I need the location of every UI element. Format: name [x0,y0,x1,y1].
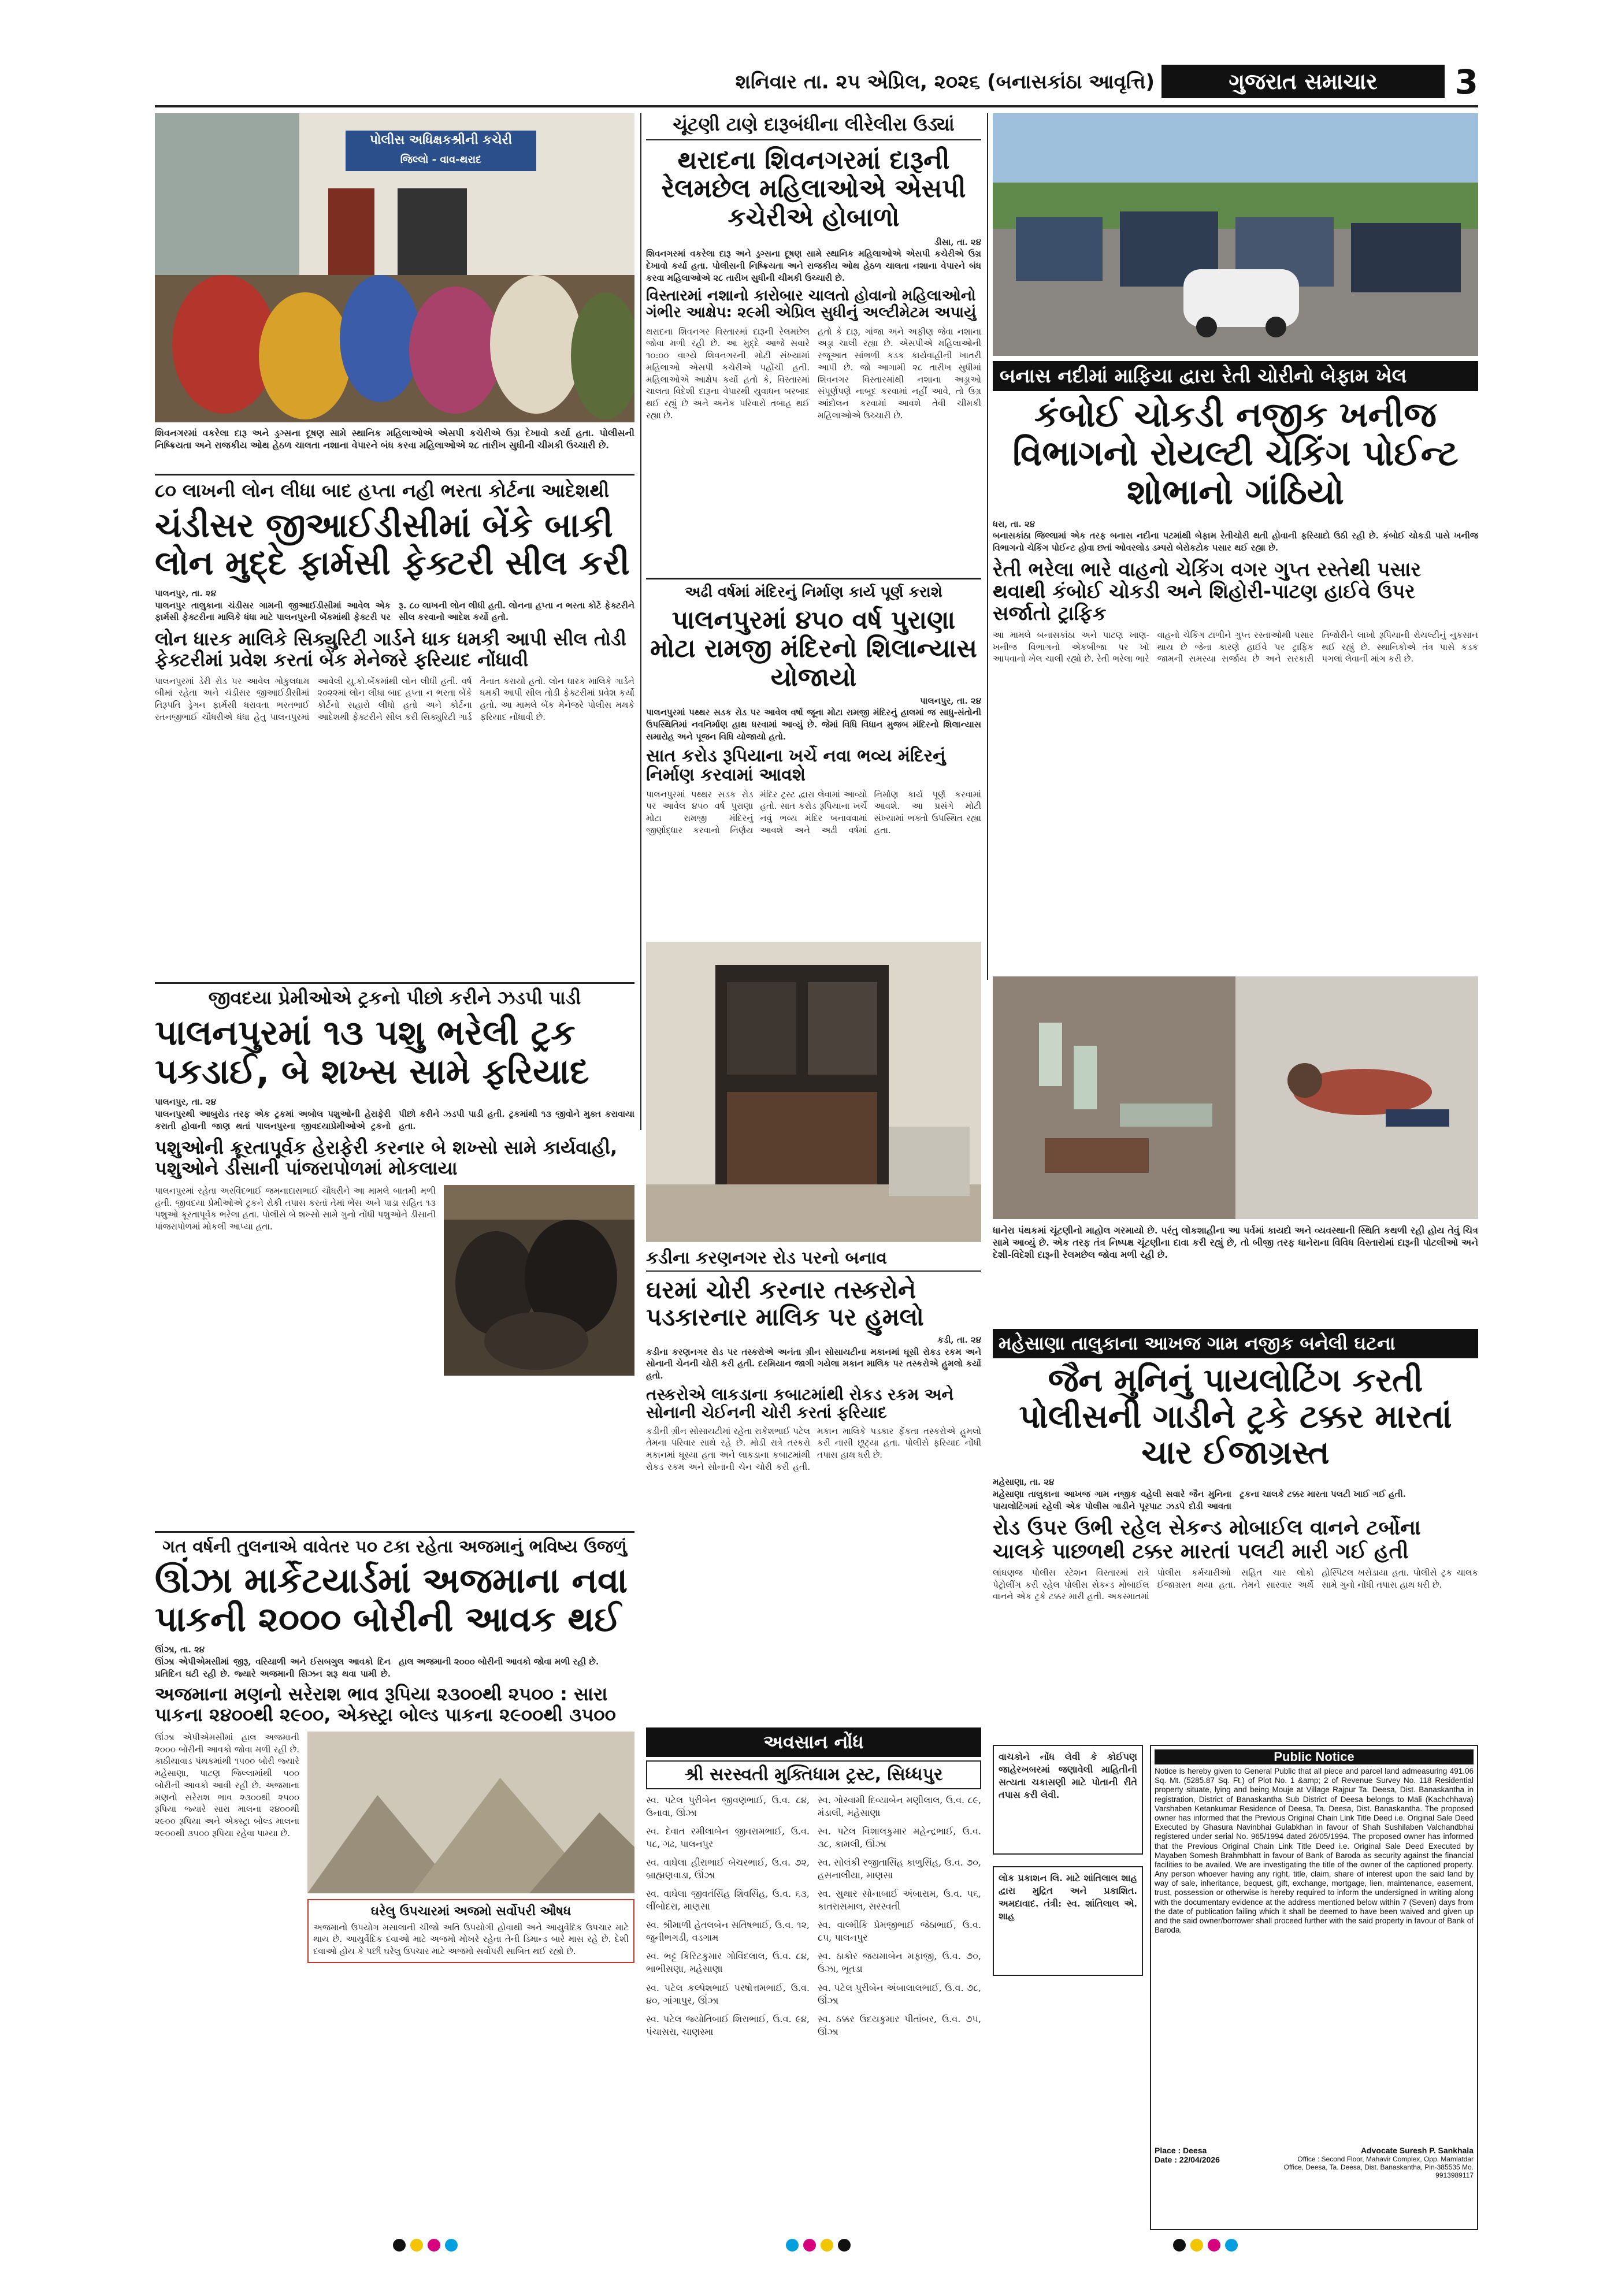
theft-kicker-bar [646,1248,981,1272]
bank-lead: પાલનપુર તાલુકાના ચંડીસર ગામની જીઆઈડીસીમાં આવેલ એક ફાર્મસી ફેક્ટરીના માલિકે ધંધા માટે પાલનપુરની બેંકમાંથી ફેક્ટરી પર રૂ. ૮૦ લાખની લોન લીધી હતી. લોનના હપ્તા ન ભરતા કોર્ટે ફેક્ટરીને સીલ કરવાનો આદેશ કર્યો હતો. [155,600,634,623]
accident-kicker: મહેસાણા તાલુકાના આખજ ગામ નજીક બનેલી ઘટના [999,1332,1396,1354]
public-notice-title: Public Notice [1274,1749,1354,1764]
theft-subhead: તસ્કરોએ લાકડાના કબાટમાંથી રોકડ રકમ અને સોનાની ચેઈનની ચોરી કરતાં ફરિયાદ [646,1384,954,1422]
theft-dateline: કડી, તા. ૨૪ [937,1335,981,1346]
obituary-entry: સ્વ. ઠાકોર જયમાબેન મફાજી, ઉ.વ. ૭૦, ઉંઝા, ભૂતડા [818,1951,981,1975]
paper-logo [1161,65,1445,98]
registration-dot [803,2239,816,2252]
obituary-entry: સ્વ. પટેલ કલ્પેશભાઈ પરષોત્તમભાઈ, ઉ.વ. ૪૦, ગાંગાપુર, ઊંઝા [646,1982,810,2006]
mining-kicker: બનાસ નદીમાં માફિયા દ્વારા રેતી ચોરીનો બેફામ ખેલ [1000,365,1407,388]
public-notice-text: Notice is hereby given to General Public that all piece and parcel land admeasuring 491.06 Sq. Mt. (5285.87 Sq. Ft.) of Plot No. 1 &amp; 2 of Revenue Survey No. 118 Residential property situate, lying and being Mouje at Village Rajpur Ta. Deesa, Dist. Banaskantha in registration, District of Banaskantha Sub District of Deesa belongs to Mali (Kachchhava) Varshaben Ketankumar Residence of Deesa, Ta. Deesa, Dist. Banaskantha. The proposed owner has informed that the Previous Original Chain Link Title Deed i.e. Original Sale Deed Executed by Ghasura Navinbhai Gulabkhan in favour of Shah Sushilaben Valchandbhai registered under serial No. 965/1994 dated 26/05/1994. The proposed owner has informed that the Previous Original Chain Link Title Deed i.e. Original Sale Deed Executed by Mayaben Somesh Brahmbhatt in favour of Bank of Baroda as security against the financial facilities to be availed. We are investigating the title of the owner of the captioned property. Any person whoever having any right, title, claim, share of interest upon the said land by way of sale, inheritance, bequest, gift, exchange, mortgage, lien, maintenance, easement, trust, possession or otherwise is hereby required to inform the undersigned in writing along with the documentary evidence at the address mentioned below within 7 (Seven) days from the date of publication failing which it shall be deemed to have been waived and given up and the said owner/borrower shall proceed further with the said property in favour of Bank of Baroda. [1155,1767,1474,1935]
obituary-entry: સ્વ. દેવાત રમીલાબેન જીવરામભાઈ, ઉ.વ. ૫૮, ગઢ, પાલનપુર [646,1825,810,1849]
protest-photo-caption: શિવનગરમાં વકરેલા દારૂ અને ડ્રગ્સના દૂષણ સામે સ્થાનિક મહિલાઓએ એસપી કચેરીએ ઉગ્ર દેખાવો કર્યા હતા. પોલીસની નિષ્ક્રિયતા અને રાજકીય ઓથ હેઠળ ચાલતા નશાના વેપારને બંધ કરવા મહિલાઓએ ૨૮ તારીખ સુધીની ચીમકી ઉચ્ચારી છે. [155,428,634,451]
liquor-lead: શિવનગરમાં વકરેલા દારૂ અને ડ્રગ્સના દૂષણ સામે સ્થાનિક મહિલાઓએ એસપી કચેરીએ ઉગ્ર દેખાવો કર્યા હતા. પોલીસની નિષ્ક્રિયતા અને રાજકીય ઓથ હેઠળ ચાલતા નશાના વેપારને બંધ કરવા મહિલાઓએ ૨૮ તારીખ સુધીની ચીમકી ઉચ્ચારી છે. [646,248,981,283]
obituary-entry: સ્વ. પટેલ પુરીબેન અંબાલાલભાઈ, ઉ.વ. ૭૮, ઊંઝા [818,1982,981,2006]
accident-kicker-bar [993,1329,1478,1358]
registration-dot [428,2239,440,2252]
liquor-col2: હતો કે દારૂ, ગાંજા અને અફીણ જેવા નશાના અડ્ડા ચાલી રહ્યા છે. એસપીએ મહિલાઓની રજૂઆત સાંભળી કડક કાર્યવાહીની ખાતરી આપી છે. જો આગામી ૨૮ તારીખ સુધીમાં શિવનગર વિસ્તારમાંથી નશાના અડ્ડાઓ સંપૂર્ણપણે નાબૂદ કરવામાં નહીં આવે, તો ઉગ્ર આંદોલન કરવામાં આવશે તેવી ચીમકી મહિલાઓએ ઉચ્ચારી છે. [818,326,981,421]
header-rule [155,105,1478,107]
theft-headline: ઘરમાં ચોરી કરનાર તસ્કરોને પડકારનાર માલિક પર હુમલો [646,1276,924,1332]
ajmo-story [155,1537,634,2230]
obituary-entry: સ્વ. સુથાર સોનાબાઈ અંબારામ, ઉ.વ. ૫૬, કાતરાસમાલ, સરસ્વતી [818,1888,981,1912]
mining-kicker-bar [993,361,1478,391]
obituary-entry: સ્વ. પટેલ પુરીબેન જીવણભાઈ, ઉ.વ. ૮૪, ઉનાવા, ઊંઝા [646,1794,810,1818]
registration-dot [838,2239,851,2252]
reader-notice-ad [993,1745,1143,1855]
page-number: 3 [1454,62,1478,102]
bottles-photo-caption: ધાનેરા પંથકમાં ચૂંટણીનો માહોલ ગરમાયો છે. પરંતુ લોકશાહીના આ પર્વમાં કાયદો અને વ્યવસ્થાની સ્થિતિ કથળી રહી હોય તેવું ચિત્ર સામે આવ્યું છે. એક તરફ તંત્ર નિષ્પક્ષ ચૂંટણીના દાવા કરી રહ્યું છે, તો બીજી તરફ ધાનેરાના વિવિધ વિસ્તારોમાં દારૂની પોટલીઓ અને દેશી-વિદેશી દારૂની રેલમછેલ જોવા મળી રહી છે. [993,1225,1478,1260]
truck-kicker: જીવદયા પ્રેમીઓએ ટ્રકનો પીછો કરીને ઝડપી પાડી [208,987,581,1009]
accident-subhead: રોડ ઉપર ઉભી રહેલ સેકન્ડ મોબાઈલ વાનને ટર્બોના ચાલકે પાછળથી ટક્કર મારતાં પલટી મારી ગઈ હતી [993,1516,1421,1563]
office-sign-line2: જિલ્લો - વાવ-થરાદ [400,154,482,166]
bank-dateline: પાલનપુર, તા. ૨૪ [155,588,217,599]
theft-lead: કડીના કરણનગર રોડ પર તસ્કરોએ અનંતા ગ્રીન સોસાયટીના મકાનમાં ઘૂસી રોકડ રકમ અને સોનાની ચેનની ચોરી કરી હતી. દરમિયાન જાગી ગયેલા મકાન માલિક પર તસ્કરોએ હુમલો કર્યો હતો. [646,1346,981,1381]
obituary-entry: સ્વ. વાઘેલા હીરાભાઈ બેચરભાઈ, ઉ.વ. ૭૨, બ્રાહ્મણવાડા, ઊંઝા [646,1856,810,1881]
date-edition: શનિવાર તા. ૨૫ એપ્રિલ, ૨૦૨૬ (બનાસકાંઠા આવૃત્તિ) [735,70,1155,94]
bank-kicker: ૮૦ લાખની લોન લીધા બાદ હપ્તા નહી ભરતા કોર્ટના આદેશથી [155,480,610,501]
ajmo-kicker: ગત વર્ષની તુલનાએ વાવેતર ૫૦ ટકા રહેતા અજમાનું ભવિષ્ય ઉજળું [162,1537,627,1557]
dumper-photo [993,113,1478,356]
buffalo-photo [444,1185,634,1376]
bank-top-rule [155,474,634,475]
registration-dot [1225,2239,1238,2252]
accident-lead: મહેસાણા તાલુકાના આખજ ગામ નજીક વહેલી સવારે જૈન મુનિના પાયલોટિંગમાં રહેલી એક પોલીસ ગાડીને પૂરપાટ ઝડપે દોડી આવતા ટ્રકના ચાલકે ટક્કર મારતા પલટી ખાઈ ગઈ હતી. [993,1488,1407,1511]
public-notice-office: Office : Second Floor, Mahavir Complex, Opp. Mamlatdar Office, Deesa, Ta. Deesa, Dist. Banaskantha, Pin-385535 Mo. 9913989117 [1283,2155,1474,2179]
obituary-col2 [818,1794,981,2044]
ajmo-lead: ઊંઝા એપીએમસીમાં જીરૂ, વરિયાળી અને ઈસબગુલ આવકો દિન પ્રતિદિન ઘટી રહી છે. જ્યારે અજમાની સિઝન શરૂ થવા પામી છે. હાલ અજમાની ૨૦૦૦ બોરીની આવકો જોવા મળી રહી છે. [155,1656,599,1679]
obituary-entry: સ્વ. વાઘેલા જીવતંસિંહ શિવસિંહ, ઉ.વ. ૬૩, લીંબોદરા, માણસા [646,1888,810,1912]
mining-subhead: રેતી ભરેલા ભારે વાહનો ચેકિંગ વગર ગુપ્ત રસ્તેથી પસાર થવાથી કંબોઈ ચોકડી અને શિહોરી-પાટણ હાઈવે ઉપર સર્જાતો ટ્રાફિક [993,558,1422,625]
ajmo-box-title: ઘરેલુ ઉપચારમાં અજમો સર્વોપરી ઔષધ [370,1904,572,1919]
column-rule-1 [640,113,641,1130]
page-header [155,62,1478,103]
truck-body: પાલનપુરમાં રહેતા અરવિંદભાઈ જમનાદાસભાઈ ચૌધરીને આ મામલે બાતમી મળી હતી. જીવદયા પ્રેમીઓએ ટ્રકને રોકી તપાસ કરતાં તેમાં ભેંસ અને પાડા સહિત ૧૩ પશુઓ ક્રૂરતાપૂર્વક ભરેલા હતા. પોલીસે બે શખ્સો સામે ગુનો નોંધી પશુઓને ડીસાની પાંજરાપોળમાં મોકલી આપ્યા હતા. [155,1186,436,1232]
registration-dot [1190,2239,1203,2252]
registration-dot [821,2239,833,2252]
registration-dot [1208,2239,1220,2252]
mining-dateline: ધરા, તા. ૨૪ [993,518,1036,529]
ajmo-body: ઊંઝા એપીએમસીમાં હાલ અજમાની ૨૦૦૦ બોરીની આવકો જોવા મળી રહી છે. કાઠીયાવાડ પંથકમાંથી ૧૫૦૦ બોરી જ્યારે મહેસાણા, પાટણ જિલ્લામાંથી ૫૦૦ બોરીની આવકો આવી રહી છે. અજમાના મણનો સરેરાશ ભાવ ૨૩૦૦થી ૨૫૦૦ રૂપિયા જ્યારે સારા માલના ૨૪૦૦થી ૨૯૦૦ રૂપિયા અને એક્સ્ટ્રા બોલ્ડ માલના ૨૯૦૦થી ૩૫૦૦ રૂપિયા રહેવા પામ્યા છે. [155,1732,299,1838]
obituary-section [646,1727,981,2236]
ramji-headline: પાલનપુરમાં ૪૫૦ વર્ષ પુરાણા મોટા રામજી મંદિરનો શિલાન્યાસ યોજાયો [650,605,977,692]
bank-body: પાલનપુરમાં ડેરી રોડ પર આવેલ ગોકુલધામ બીમાં રહેતા અને ચંડીસર જીઆઈડીસીમાં તિરૂપતિ ડ્રેગન ફાર્મસી ધરાવતા ભરતભાઈ રતનજીભાઈ ચૌધરીએ ધંધા હેતુ પાલનપુરમાં આવેલી યુ.કો.બેંકમાંથી લોન લીધી હતી. વર્ષ ૨૦૨૨માં લોન લીધા બાદ હપ્તા ન ભરતા બેંકે કોર્ટનો સહારો લીધો હતો અને કોર્ટના આદેશથી ફેક્ટરીને સીલ કરી સિક્યુરિટી ગાર્ડ તૈનાત કરાયો હતો. લોન ધારક માલિકે ગાર્ડને ધમકી આપી સીલ તોડી ફેક્ટરીમાં પ્રવેશ કર્યો હતો. આ મામલે બેંક મેનેજરે પોલીસ મથકે ફરિયાદ નોંધાવી છે. [155,675,634,722]
truck-subhead: પશુઓની ક્રૂરતાપૂર્વક હેરાફેરી કરનાર બે શખ્સો સામે કાર્યવાહી, પશુઓને ડીસાની પાંજરાપોળમાં મોકલાયા [155,1136,618,1180]
obituary-entry: સ્વ. પટેલ વિશાલકુમાર મહેન્દ્રભાઈ, ઉ.વ. ૩૮, કામલી, ઊંઝા [818,1825,981,1849]
obituary-col1 [646,1794,810,2044]
liquor-dateline: ડીસા, તા. ૨૪ [934,236,981,247]
ramji-subhead: સાત કરોડ રૂપિયાના ખર્ચે નવા ભવ્ય મંદિરનું નિર્માણ કરવામાં આવશે [646,745,946,786]
mining-lead: બનાસકાંઠા જિલ્લામાં એક તરફ બનાસ નદીના પટમાંથી બેફામ રેતીચોરી થતી હોવાની ફરિયાદો ઉઠી રહી છે. કંબોઈ ચોકડી પાસે ખનીજ વિભાગનો ચેકિંગ પોઈન્ટ હોવા છતાં ઓવરલોડ ડમ્પરો બેરોકટોક પસાર થઈ રહ્યા છે. [993,530,1478,553]
liquor-story [646,113,981,570]
obituary-entry: સ્વ. ઠક્કર ઉદયકુમાર પીતાંબર, ઉ.વ. ૭૫, ઊંઝા [818,2013,981,2037]
office-sign-line1: પોલીસ અધિક્ષકશ્રીની કચેરી [369,133,513,147]
bank-subhead: લોન ધારક માલિકે સિક્યુરિટી ગાર્ડને ધાક ધમકી આપી સીલ તોડી ફેક્ટરીમાં પ્રવેશ કરતાં બેંક મેનેજરે ફરિયાદ નોંધાવી [155,627,626,671]
bottles-photo-image [993,976,1478,1219]
truck-top-rule [155,982,634,984]
liquor-kicker: ચૂંટણી ટાણે દારૂબંધીના લીરેલીરા ઉડ્યાં [646,113,981,140]
mining-body: આ મામલે બનાસકાંઠા અને પાટણ ખાણ-ખનીજ વિભાગનો એકબીજા પર ખો આપવાનો ખેલ ચાલી રહ્યો છે. રેતી ભરેલા ભારે વાહનો ચેકિંગ ટાળીને ગુપ્ત રસ્તાઓથી પસાર થાય છે જેના કારણે હાઈવે પર ટ્રાફિક જામની સમસ્યા સર્જાય છે અને સરકારી તિજોરીને લાખો રૂપિયાની રોયલ્ટીનું નુકસાન થઈ રહ્યું છે. સ્થાનિકોએ તંત્ર પાસે કડક પગલાં લેવાની માંગ કરી છે. [993,629,1478,664]
liquor-subhead: વિસ્તારમાં નશાનો કારોબાર ચાલતો હોવાનો મહિલાઓનો ગંભીર આક્ષેપ: ૨૯મી એપ્રિલ સુધીનું અલ્ટીમેટમ અપાયું [646,287,977,321]
obituary-title-bar [646,1727,981,1757]
bank-headline: ચંડીસર જીઆઈડીસીમાં બેંકે બાકી લોન મુદ્દે ફાર્મસી ફેક્ટરી સીલ કરી [155,506,630,582]
obituary-entry: સ્વ. ભટ્ટ કિરિટકુમાર ગોવિંદલાલ, ઉ.વ. ૮૪, ભાભીસણા, મહેસાણા [646,1951,810,1975]
registration-dot [445,2239,458,2252]
ajmo-top-rule [155,1531,634,1533]
truck-dateline: પાલનપુર, તા. ૨૪ [155,1097,217,1108]
ramji-kicker: અઢી વર્ષમાં મંદિરનું નિર્માણ કાર્ય પૂર્ણ કરાશે [685,584,942,601]
obituary-entry: સ્વ. ગોસ્વામી દિવ્યાબેન મણીલાલ, ઉ.વ. ૮૯, મંડાલી, મહેસાણા [818,1794,981,1818]
bank-story [155,480,634,976]
mining-story [993,361,1478,962]
truck-story [155,987,634,1524]
ramji-story [646,584,981,930]
obituary-entry: સ્વ. સોલંકી રજીતાસિંહ કાળુસિંહ, ઉ.વ. ૭૦, હસનાલીયા, માણસા [818,1856,981,1881]
ramji-dateline: પાલનપુર, તા. ૨૪ [919,695,981,706]
ajmo-headline: ઊંઝા માર્કેટયાર્ડમાં અજમાના નવા પાકની ૨૦૦૦ બોરીની આવક થઈ [155,1561,628,1640]
accident-dateline: મહેસાણા, તા. ૨૪ [993,1477,1055,1488]
ajmo-dateline: ઊંઝા, તા. ૨૪ [155,1644,205,1655]
theft-story [646,1248,981,1571]
ajmo-infobox [307,1899,634,1963]
theft-photo-image [646,942,981,1242]
dumper-photo-image [993,113,1478,356]
liquor-col1: થરાદના શિવનગર વિસ્તારમાં દારૂની રેલમછેલ જોવા મળી રહી છે. આ મુદ્દે આજે સવારે ૧૦:૦૦ વાગ્યે શિવનગરની મોટી સંખ્યામાં મહિલાઓ એસપી કચેરીએ પહોંચી હતી. મહિલાઓએ આક્ષેપ કર્યો હતો કે, વિસ્તારમાં ચાલતા વિદેશી દારૂના વેપારથી યુવાધન બરબાદ થઈ રહ્યું છે અને અનેક પરિવારો તબાહ થઈ રહ્યા છે. [646,326,810,421]
reader-notice-text: વાચકોને નોંધ લેવી કે કોઈપણ જાહેરખબરમાં જણાવેલી માહિતીની સત્યતા ચકાસણી માટે પોતાની રીતે તપાસ કરી લેવી. [999,1751,1137,1801]
obituary-entry: સ્વ. વાલ્મીકિ પ્રેમજીભાઈ જેઠાભાઈ, ઉ.વ. ૮૫, પાલનપુર [818,1919,981,1944]
obituary-entry: સ્વ. શ્રીમાળી હેતલબેન સતિષભાઈ, ઉ.વ. ૧૨, જુનીભગડી, વડગામ [646,1919,810,1944]
office-sign [346,131,536,171]
theft-kicker: કડીના કરણનગર રોડ પરનો બનાવ [646,1248,888,1268]
public-notice-place: Place : Deesa [1155,2146,1207,2155]
registration-dot [393,2239,406,2252]
ajmo-photo-image [307,1732,634,1893]
mining-headline: કંબોઈ ચોકડી નજીક ખનીજ વિભાગનો રોયલ્ટી ચેકિંગ પોઈન્ટ શોભાનો ગાંઠિયો [1012,395,1459,513]
public-notice-advocate: Advocate Suresh P. Sankhala [1360,2146,1474,2155]
protest-photo [155,113,634,422]
accident-headline: જૈન મુનિનું પાયલોટિંગ કરતી પોલીસની ગાડીને ટ્રકે ટક્કર મારતાં ચાર ઈજાગ્રસ્ત [1019,1362,1452,1472]
public-notice-date: Date : 22/04/2026 [1155,2155,1220,2164]
registration-dot [410,2239,423,2252]
ramji-lead: પાલનપુરમાં પથ્થર સડક રોડ પર આવેલ વર્ષો જૂના મોટા રામજી મંદિરનું હાલમાં જ સાધુ-સંતોની ઉપસ્થિતિમાં નવનિર્માણ હાથ ધરવામાં આવ્યું છે. જેમાં વિધિ વિધાન મુજબ મંદિરનો શિલાન્યાસ સમારોહ અને પૂજન વિધિ યોજાયો હતો. [646,707,981,742]
bottles-photo [993,976,1478,1219]
imprint-text: લોક પ્રકાશન લિ. માટે શાંતિલાલ શાહ દ્વારા મુદ્રિત અને પ્રકાશિત. અમદાવાદ. તંત્રી: સ્વ. શાંતિલાલ એ. શાહ [999,1873,1137,1922]
public-notice [1150,1745,1478,2230]
accident-story [993,1329,1478,1722]
liquor-headline: થરાદના શિવનગરમાં દારૂની રેલમછેલ મહિલાઓએ એસપી કચેરીએ હોબાળો [661,146,966,232]
registration-dot [1173,2239,1186,2252]
paper-name: ગુજરાત સમાચાર [1229,69,1378,94]
accident-body: લાંઘણજ પોલીસ સ્ટેશન વિસ્તારમાં રાત્રે પેટ્રોલીંગ કરી રહેલ પોલીસ સેકન્ડ મોબાઈલ વાનને એક ટ્રકે ટક્કર મારી હતી. અકસ્માતમાં પોલીસ કર્મચારીઓ સહિત ચાર લોકો ઈજાગ્રસ્ત થયા હતા. તેમને સારવાર અર્થે હોસ્પિટલ ખસેડાયા હતા. પોલીસે ટ્રક ચાલક સામે ગુનો નોંધી તપાસ હાથ ધરી છે. [993,1567,1478,1602]
imprint-box [993,1866,1143,1976]
registration-dot [786,2239,799,2252]
ajmo-subhead: અજમાના મણનો સરેરાશ ભાવ રૂપિયા ૨૩૦૦થી ૨૫૦૦ : સારા પાકના ૨૪૦૦થી ૨૯૦૦, એક્સ્ટ્રા બોલ્ડ પાકના ૨૯૦૦થી ૩૫૦૦ [155,1683,616,1726]
ajmo-box-text: અજમાનો ઉપયોગ મસાલાની ચીજો અતિ ઉપયોગી હોવાથી અને આયુર્વેદિક ઉપચાર માટે થાય છે. આયુર્વેદિક દવાઓ માટે અજમો મોખરે રહેતા તેની ડિમાન્ડ બારે માસ રહે છે. દેશી દવાઓ હોય કે પછી ઘરેલુ ઉપચાર માટે અજમો સર્વોપરી સાબિત થઈ રહ્યો છે. [313,1922,629,1957]
obituary-title: અવસાન નોંધ [763,1731,864,1753]
theft-photo [646,942,981,1242]
ramji-top-rule [646,578,981,579]
ajmo-photo [307,1732,634,1893]
obituary-entry: સ્વ. પટેલ જ્યોતિબાઈ શિરાભાઈ, ઉ.વ. ૯૪, પંચાસરા, ચાણસ્મા [646,2013,810,2037]
ramji-body: પાલનપુરમાં પથ્થર સડક રોડ પર આવેલ ૪૫૦ વર્ષ પુરાણા મોટા રામજી મંદિરનું જીર્ણોદ્ધાર કરવાનો નિર્ણય મંદિર ટ્રસ્ટ દ્વારા લેવામાં આવ્યો હતો. સાત કરોડ રૂપિયાના ખર્ચે નવું ભવ્ય મંદિર બનાવવામાં આવશે અને અઢી વર્ષમાં નિર્માણ કાર્ય પૂર્ણ કરવામાં આવશે. આ પ્રસંગે મોટી સંખ્યામાં ભક્તો ઉપસ્થિત રહ્યા હતા. [646,789,981,835]
theft-body: કડીની ગ્રીન સોસાયટીમાં રહેતા રાકેશભાઈ પટેલ તેમના પરિવાર સાથે રહે છે. મોડી રાત્રે તસ્કરો મકાનમાં ઘૂસ્યા હતા અને લાકડાના કબાટમાંથી રોકડ રકમ અને સોનાની ચેન ચોરી કરી હતી. મકાન માલિકે પડકાર ફેંકતા તસ્કરોએ હુમલો કરી નાસી છૂટ્યા હતા. પોલીસે ફરિયાદ નોંધી તપાસ હાથ ધરી છે. [646,1425,981,1472]
buffalo-photo-image [444,1185,634,1376]
column-rule-2 [987,113,988,980]
truck-headline: પાલનપુરમાં ૧૩ પશુ ભરેલી ટ્રક પકડાઈ, બે શખ્સ સામે ફરિયાદ [155,1013,589,1093]
truck-lead: પાલનપુરથી આબુરોડ તરફ એક ટ્રકમાં અબોલ પશુઓની હેરાફેરી કરાતી હોવાની જાણ થતાં પાલનપુરના જીવદયાપ્રેમીઓએ ટ્રકનો પીછો કરીને ઝડપી પાડી હતી. ટ્રકમાંથી ૧૩ જીવોને મુક્ત કરાવાયા હતા. [155,1109,634,1131]
obituary-subtitle: શ્રી સરસ્વતી મુક્તિધામ ટ્રસ્ટ, સિધ્ધપુર [646,1760,981,1789]
public-notice-title-bar [1155,1749,1474,1764]
